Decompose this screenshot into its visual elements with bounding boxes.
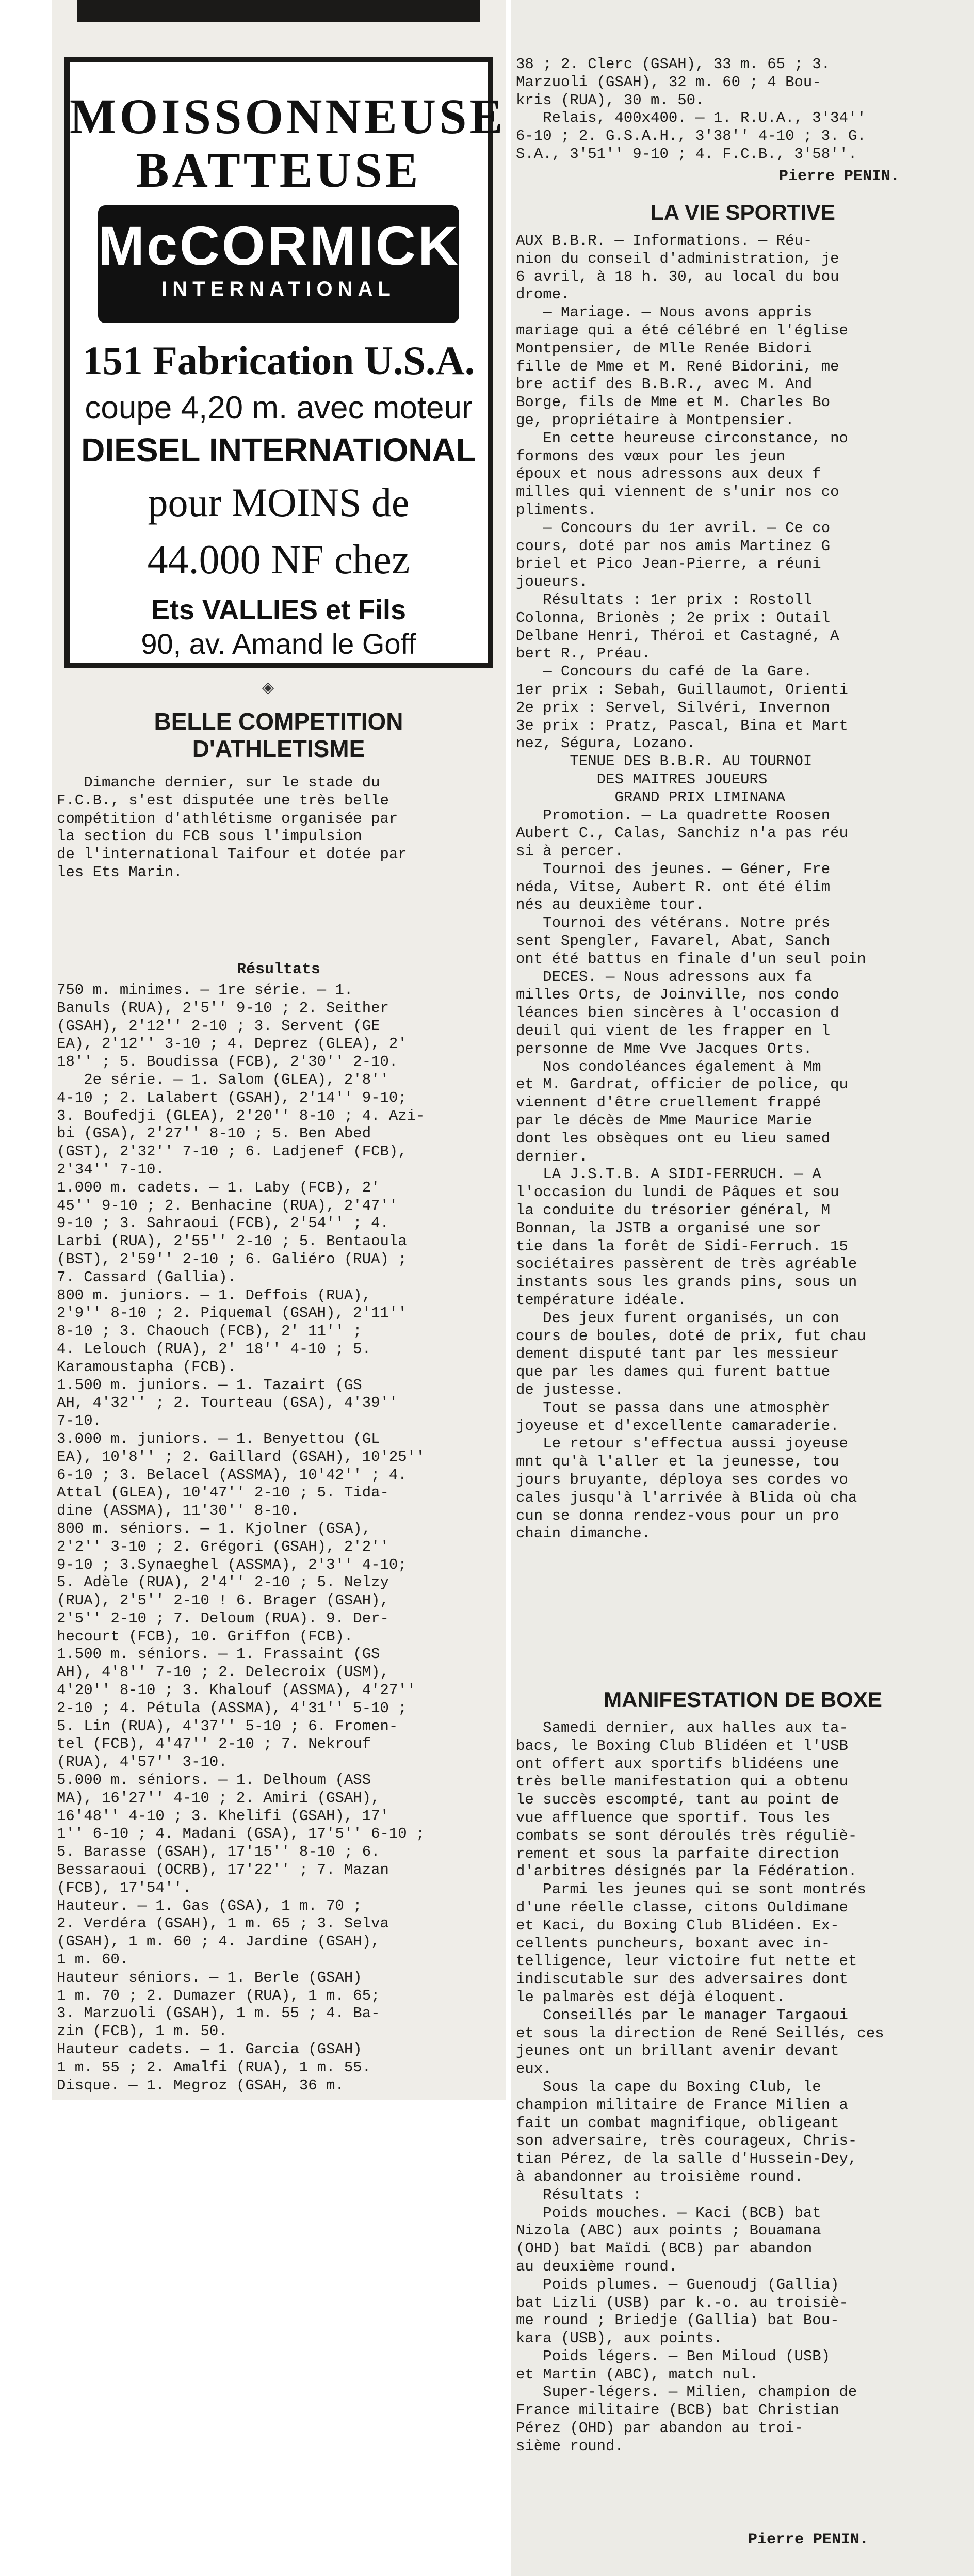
results-heading: Résultats (236, 961, 321, 978)
athletics-results: 750 m. minimes. — 1re série. — 1. Banuls (RUA), 2'5'' 9-10 ; 2. Seither (GSAH), 2'12'' 2-10 ; 3. Servent (GE EA), 2'12'' 3-10 ; 4. Deprez (GLEA), 2' 18'' ; 5. Boudissa (FCB), 2'30'' 2-10. 2e série. — 1. Salom (GLEA), 2'8'' 4-10 ; 2. Lalabert (GSAH), 2'14'' 9-10; 3. Boufedji (GLEA), 2'20'' 8-10 ; 4. Azi- bi (GSA), 2'27'' 8-10 ; 5. Ben Abed (GST), 2'32'' 7-10 ; 6. Ladjenef (FCB), 2'34'' 7-10. 1.000 m. cadets. — 1. Laby (FCB), 2' 45'' 9-10 ; 2. Benhacine (RUA), 2'47'' 9-10 ; 3. Sahraoui (FCB), 2'54'' ; 4. Larbi (RUA), 2'55'' 2-10 ; 5. Bentaoula (BST), 2'59'' 2-10 ; 6. Galiéro (RUA) ; 7. Cassard (Gallia). 800 m. juniors. — 1. Deffois (RUA), 2'9'' 8-10 ; 2. Piquemal (GSAH), 2'11'' 8-10 ; 3. Chaouch (FCB), 2' 11'' ; 4. Lelouch (RUA), 2' 18'' 4-10 ; 5. Karamoustapha (FCB). 1.500 m. juniors. — 1. Tazairt (GS AH, 4'32'' ; 2. Tourteau (GSA), 4'39'' 7-10. 3.000 m. juniors. — 1. Benyettou (GL EA), 10'8'' ; 2. Gaillard (GSAH), 10'25'' 6-10 ; 3. Belacel (ASSMA), 10'42'' ; 4. Attal (GLEA), 10'47'' 2-10 ; 5. Tida- dine (ASSMA), 11'30'' 8-10. 800 m. séniors. — 1. Kjolner (GSA), 2'2'' 3-10 ; 2. Grégori (GSAH), 2'2'' 9-10 ; 3.Synaeghel (ASSMA), 2'3'' 4-10; 5. Adèle (RUA), 2'4'' 2-10 ; 5. Nelzy (RUA), 2'5'' 2-10 ! 6. Brager (GSAH), 2'5'' 2-10 ; 7. Deloum (RUA). 9. Der- hecourt (FCB), 10. Griffon (FCB). 1.500 m. séniors. — 1. Frassaint (GS AH), 4'8'' 7-10 ; 2. Delecroix (USM), 4'20'' 8-10 ; 3. Khalouf (ASSMA), 4'27'' 2-10 ; 4. Pétula (ASSMA), 4'31'' 5-10 ; 5. Lin (RUA), 4'37'' 5-10 ; 6. Fromen- tel (FCB), 4'47'' 2-10 ; 7. Nekrouf (RUA), 4'57'' 3-10. 5.000 m. séniors. — 1. Delhoum (ASS MA), 16'27'' 4-10 ; 2. Amiri (GSAH), 16'48'' 4-10 ; 3. Khelifi (GSAH), 17' 1'' 6-10 ; 4. Madani (GSA), 17'5'' 6-10 ; 5. Barasse (GSAH), 17'15'' 8-10 ; 6. Bessaraoui (OCRB), 17'22'' ; 7. Mazan (FCB), 17'54''. Hauteur. — 1. Gas (GSA), 1 m. 70 ; 2. Verdéra (GSAH), 1 m. 65 ; 3. Selva (GSAH), 1 m. 60 ; 4. Jardine (GSAH), 1 m. 60. Hauteur séniors. — 1. Berle (GSAH) 1 m. 70 ; 2. Dumazer (RUA), 1 m. 65; 3. Marzuoli (GSAH), 1 m. 55 ; 4. Ba- zin (FCB), 1 m. 50. Hauteur cadets. — 1. Garcia (GSAH) 1 m. 55 ; 2. Amalfi (RUA), 1 m. 55. Disque. — 1. Megroz (GSAH, 36 m. (57, 981, 425, 2094)
mccormick-advertisement (64, 57, 506, 668)
ad-spec: coupe 4,20 m. avec moteur (85, 390, 473, 426)
byline-2: Pierre PENIN. (748, 2531, 869, 2549)
ad-model: 151 Fabrication U.S.A. (82, 338, 475, 383)
vie-sportive-title: LA VIE SPORTIVE (651, 200, 835, 224)
results-continued: 38 ; 2. Clerc (GSAH), 33 m. 65 ; 3. Marzuoli (GSAH), 32 m. 60 ; 4 Bou- kris (RUA), 30 m. 50. Relais, 400x400. — 1. R.U.A., 3'34'' 6-10 ; 2. G.S.A.H., 3'38'' 4-10 ; 3. G. S.A., 3'51'' 9-10 ; 4. F.C.B., 3'58''. (516, 56, 866, 163)
boxing-article-title: MANIFESTATION DE BOXE (604, 1687, 882, 1712)
mccormick-logo (98, 205, 459, 323)
ad-price-intro: pour MOINS de (148, 480, 410, 525)
ad-headline-2: BATTEUSE (136, 142, 421, 198)
ad-dealer: Ets VALLIES et Fils (151, 594, 407, 625)
ad-engine: DIESEL INTERNATIONAL (81, 431, 476, 469)
diamond-separator-icon: ◈ (262, 679, 274, 697)
athletics-article-title: BELLE COMPETITION D'ATHLETISME (154, 708, 403, 762)
masthead-strip (77, 0, 480, 22)
boxing-article-body: Samedi dernier, aux halles aux ta- bacs, le Boxing Club Blidéen et l'USB ont offert aux sportifs blidéens une très belle manifestation qui a obtenu le succès escompté, tant au point de vue affluence que sportif. Tous les combats se sont déroulés très réguliè- rement et sous la parfaite direction d'arbitres désignés par la Fédération. Parmi les jeunes qui se sont montrés d'une réelle classe, citons Ouldimane et Kaci, du Boxing Club Blidéen. Ex- cellents puncheurs, boxant avec in- telligence, leur victoire fut nette et indiscutable sur des adversaires dont le palmarès est déjà éloquent. Conseillés par le manager Targaoui et sous la direction de René Seillés, ces jeunes ont un brillant avenir devant eux. Sous la cape du Boxing Club, le champion militaire de France Milien a fait un combat magnifique, obligeant son adversaire, très courageux, Chris- tian Pérez, de la salle d'Hussein-Dey, à abandonner au troisième round. Résultats : Poids mouches. — Kaci (BCB) bat Nizola (ABC) aux points ; Bouamana (OHD) bat Maïdi (BCB) par abandon au deuxième round. Poids plumes. — Guenoudj (Gallia) bat Lizli (USB) par k.-o. au troisiè- me round ; Briedje (Gallia) bat Bou- kara (USB), aux points. Poids légers. — Ben Miloud (USB) et Martin (ABC), match nul. Super-légers. — Milien, champion de France militaire (BCB) bat Christian Pérez (OHD) par abandon au troi- sième round. (516, 1719, 884, 2455)
vie-sportive-body: AUX B.B.R. — Informations. — Réu- nion du conseil d'administration, je 6 avril, à 18 h. 30, au local du bou drome. — Mariage. — Nous avons appris mariage qui a été célébré en l'église Montpensier, de Mlle Renée Bidori fille de Mme et M. René Bidorini, me bre actif des B.B.R., avec M. And Borge, fils de Mme et M. Charles Bo ge, propriétaire à Montpensier. En cette heureuse circonstance, no formons des vœux pour les jeun époux et nous adressons aux deux f milles qui viennent de s'unir nos co pliments. — Concours du 1er avril. — Ce co cours, doté par nos amis Martinez G briel et Pico Jean-Pierre, a réuni joueurs. Résultats : 1er prix : Rostoll Colonna, Brionès ; 2e prix : Outail Delbane Henri, Théroi et Castagné, A bert R., Préau. — Concours du café de la Gare. 1er prix : Sebah, Guillaumot, Orienti 2e prix : Servel, Silvéri, Invernon 3e prix : Pratz, Pascal, Bina et Mart nez, Ségura, Lozano. TENUE DES B.B.R. AU TOURNOI DES MAITRES JOUEURS GRAND PRIX LIMINANA Promotion. — La quadrette Roosen Aubert C., Calas, Sanchiz n'a pas réu si à percer. Tournoi des jeunes. — Géner, Fre néda, Vitse, Aubert R. ont été élim nés au deuxième tour. Tournoi des vétérans. Notre prés sent Spengler, Favarel, Abat, Sanch ont été battus en finale d'un seul poin DECES. — Nous adressons aux fa milles Orts, de Joinville, nos condo léances bien sincères à l'occasion d deuil qui vient de les frapper en l personne de Mme Vve Jacques Orts. Nos condoléances également à Mm et M. Gardrat, officier de police, qu viennent d'être cruellement frappé par le décès de Mme Maurice Marie dont les obsèques ont eu lieu samed dernier. LA J.S.T.B. A SIDI-FERRUCH. — A l'occasion du lundi de Pâques et sou la conduite du trésorier général, M Bonnan, la JSTB a organisé une sor tie dans la forêt de Sidi-Ferruch. 15 sociétaires passèrent de très agréable instants sous les grands pins, sous un température idéale. Des jeux furent organisés, un con cours de boules, doté de prix, fut chau dement disputé tant par les messieur que par les dames qui furent battue de justesse. Tout se passa dans une atmosphèr joyeuse et d'excellente camaraderie. Le retour s'effectua aussi joyeuse mnt qu'à l'aller et la jeunesse, tou jours bruyante, déploya ses cordes vo cales jusqu'à l'arrivée à Blida où cha cun se donna rendez-vous pour un pro chain dimanche. (516, 232, 866, 1542)
ad-address: 90, av. Amand le Goff (141, 627, 416, 660)
logo-subtitle: INTERNATIONAL (161, 278, 396, 300)
athletics-intro: Dimanche dernier, sur le stade du F.C.B., s'est disputée une très belle compétition d'athlétisme organisée par la section du FCB sous l'impulsion de l'international Taifour et dotée par les Ets Marin. (57, 774, 407, 881)
logo-brand-text: McCORMICK (98, 214, 460, 277)
byline-1: Pierre PENIN. (779, 168, 900, 185)
ad-headline-1: MOISSONNEUSE (70, 89, 506, 144)
ad-price: 44.000 NF chez (147, 537, 410, 583)
